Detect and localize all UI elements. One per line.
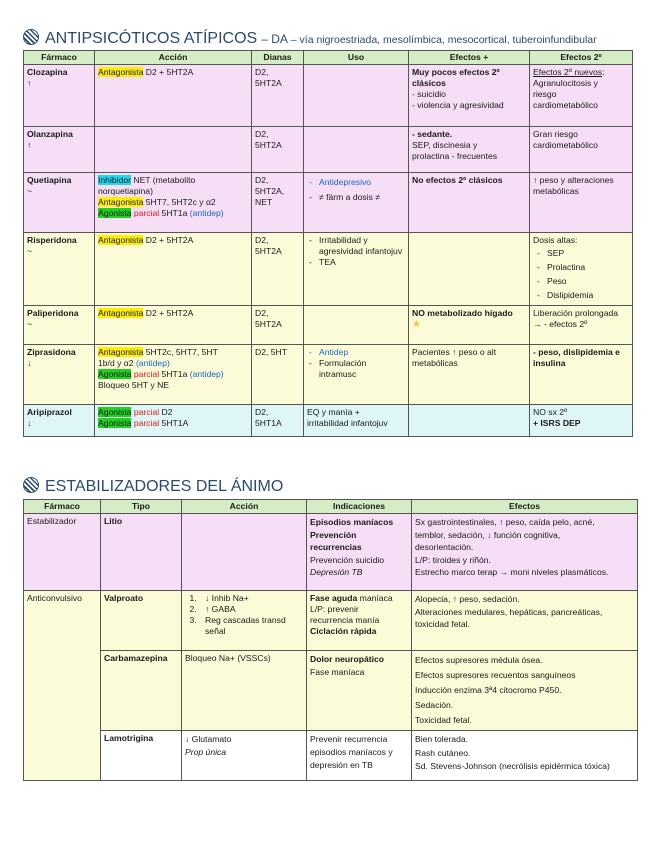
drug-name: Valproato <box>104 593 144 603</box>
efecto-pos: Pacientes ↑ peso o alt <box>412 347 497 357</box>
efecto: Efectos supresores médula ósea. <box>415 655 543 665</box>
table-row-clozapina <box>24 65 633 127</box>
efectos-pos-cell <box>409 345 530 405</box>
efectos-cell <box>412 591 638 651</box>
accion-text: 5HT1a <box>159 208 190 218</box>
efectos-sec-cell <box>530 127 633 173</box>
uso-item: - Antidep <box>307 347 405 358</box>
efecto-sec: Agranulocitosis y <box>533 78 598 88</box>
diana: D2, <box>255 308 269 318</box>
accion-text: D2 <box>159 407 173 417</box>
estabilizadores-table <box>23 499 638 781</box>
efecto-sec: Liberación prolongada <box>533 308 619 318</box>
accion-cell <box>182 514 307 591</box>
parcial-tag: parcial <box>133 208 160 218</box>
efecto: toxicidad fetal. <box>415 619 470 629</box>
trend-arrow: ↓ <box>27 418 32 428</box>
accion-item: 3. Reg cascadas transd señal <box>199 615 303 637</box>
uso-cell <box>304 173 409 233</box>
drug-name: Ziprasidona <box>27 347 76 357</box>
efectos-sec-cell <box>530 345 633 405</box>
accion-cell <box>182 731 307 781</box>
efecto: L/P: tiroides y riñón. <box>415 554 491 565</box>
trend-arrow: ~ <box>27 186 33 196</box>
uso-item: - ≠ färm a dosis ≠ <box>307 192 405 203</box>
uso-item: EQ y manía + <box>307 407 360 417</box>
efecto: Alteraciones medulares, hepáticas, pancreáticas, <box>415 606 603 617</box>
dianas-cell <box>252 173 304 233</box>
efecto-sec: - Prolactina <box>535 262 629 273</box>
header-dianas: Dianas <box>252 51 304 65</box>
efectos-sec-cell <box>530 405 633 437</box>
accion-cell <box>95 173 252 233</box>
section-title-antipsicoticos <box>23 27 597 48</box>
indicacion: Prevención <box>310 529 357 540</box>
farmaco-text: Anticonvulsivo <box>27 593 82 603</box>
table-row-quetiapina <box>24 173 633 233</box>
indicacion: maníaca <box>357 593 393 603</box>
efecto: Toxicidad fetal. <box>415 715 472 725</box>
header-indicaciones: Indicaciones <box>307 500 412 514</box>
diana: 5HT1A <box>255 418 282 428</box>
trend-arrow: ↓ <box>27 358 32 368</box>
efectos-pos-cell <box>409 306 530 345</box>
efecto-sec: insulina <box>533 358 566 368</box>
section-subtitle <box>261 32 596 46</box>
farmaco-cell <box>24 65 95 127</box>
accion-cell <box>182 591 307 651</box>
indicaciones-cell <box>307 731 412 781</box>
antipsicoticos-table <box>23 50 633 437</box>
efectos-cell <box>412 651 638 731</box>
indicacion: Dolor neuropático <box>310 654 385 664</box>
indicaciones-cell <box>307 651 412 731</box>
efecto-pos: No efectos 2º clásicos <box>412 175 503 185</box>
table-row-ziprasidona <box>24 345 633 405</box>
subtitle-prefix: – DA <box>261 32 288 46</box>
accion-text: D2 + 5HT2A <box>143 67 194 77</box>
agonista-tag: Agonista <box>98 369 132 379</box>
indicaciones-cell <box>307 514 412 591</box>
table-row-olanzapina <box>24 127 633 173</box>
efecto: Sd. Stevens-Johnson (necrólisis epidérmica tóxica) <box>415 761 610 771</box>
section-title-text: ESTABILIZADORES DEL ÁNIMO <box>45 478 284 495</box>
efecto-sec: → - efectos 2º <box>533 319 588 329</box>
dianas-cell <box>252 65 304 127</box>
efecto-pos: SEP, discinesia y <box>412 140 478 150</box>
table-row-paliperidona <box>24 306 633 345</box>
uso-cell <box>304 127 409 173</box>
antidep-tag: (antidep) <box>189 208 224 218</box>
section-title-text: ANTIPSICÓTICOS ATÍPICOS <box>45 30 258 47</box>
drug-name: Paliperidona <box>27 308 79 318</box>
accion-text: NET (metabolito <box>130 175 196 185</box>
efectos-cell <box>412 731 638 781</box>
uso-item: - Formulación intramusc <box>307 358 405 380</box>
efecto-sec: cardiometabólico <box>533 140 598 150</box>
efectos-sec-cell <box>530 173 633 233</box>
accion-cell <box>95 345 252 405</box>
accion-cell <box>95 65 252 127</box>
indicacion: Prevenir recurrencia <box>310 734 388 744</box>
dianas-cell <box>252 405 304 437</box>
efecto-sec: ↑ peso y alteraciones <box>533 175 614 185</box>
farmaco-cell <box>24 233 95 306</box>
efecto-sec: - SEP <box>535 248 629 259</box>
diana: D2, 5HT <box>255 347 287 357</box>
header-uso: Uso <box>304 51 409 65</box>
efecto: Inducción enzima 3ª4 citocromo P450. <box>415 685 562 695</box>
efecto-sec: metabólicas <box>533 186 579 196</box>
indicacion: depresión en TB <box>310 760 373 770</box>
efecto-pos: NO metabolizado hígado <box>412 308 513 318</box>
accion-text: Bloqueo 5HT y NE <box>98 380 170 390</box>
efecto-pos: - violencia y agresividad <box>412 100 504 110</box>
efecto-pos: Muy pocos efectos 2º <box>412 67 500 77</box>
accion-item: 1. ↓ Inhib Na+ <box>199 593 303 604</box>
efecto: Sedación. <box>415 700 454 710</box>
diana: D2, <box>255 235 269 245</box>
header-tipo: Tipo <box>101 500 182 514</box>
efecto-sec: - Peso <box>535 276 629 287</box>
table-row-valproato <box>24 591 638 651</box>
tipo-cell <box>101 514 182 591</box>
antidep-tag: (antidep) <box>135 358 170 368</box>
diana: D2, <box>255 407 269 417</box>
efecto: temblor, sedación, ↓ función cognitiva, <box>415 529 561 540</box>
indicacion: recurrencia manía <box>310 615 380 625</box>
uso-cell <box>304 306 409 345</box>
drug-name: Clozapina <box>27 67 68 77</box>
indicaciones-cell <box>307 591 412 651</box>
accion-cell <box>95 233 252 306</box>
efecto-sec: - peso, dislipidemia e <box>533 347 620 357</box>
uso-item: irritabilidad infantojuv <box>307 418 388 428</box>
uso-item: - Antidepresivo <box>307 177 405 188</box>
antagonista-tag: Antagonista <box>98 347 144 357</box>
efectos-pos-cell <box>409 405 530 437</box>
subtitle-text: – vía nigroestriada, mesolímbica, mesocortical, tuberoinfundibular <box>290 34 597 46</box>
diana: D2, <box>255 67 269 77</box>
indicacion: Depresión TB <box>310 567 363 577</box>
efecto: Efectos supresores recuentos sanguíneos <box>415 670 576 680</box>
efectos-sec-cell <box>530 306 633 345</box>
efecto-pos: clásicos <box>412 78 446 88</box>
header-efectos: Efectos <box>412 500 638 514</box>
accion-cell <box>95 405 252 437</box>
diana: 5HT2A <box>255 78 282 88</box>
table-row-aripiprazol <box>24 405 633 437</box>
accion-text: norquetiapina) <box>98 186 153 196</box>
accion-item: Prop única <box>185 747 227 757</box>
table-header-row <box>24 51 633 65</box>
diana: 5HT2A <box>255 140 282 150</box>
diana: 5HT2A <box>255 246 282 256</box>
efecto-sec: NO sx 2º <box>533 407 568 417</box>
uso-cell <box>304 405 409 437</box>
efectos-pos-cell <box>409 233 530 306</box>
accion-item: ↓ Glutamato <box>185 734 232 744</box>
tipo-cell <box>101 651 182 731</box>
diana: D2, <box>255 129 269 139</box>
header-accion: Acción <box>95 51 252 65</box>
farmaco-cell <box>24 591 101 781</box>
uso-item: - Irritabilidad y agresividad infantojuv <box>307 235 405 257</box>
striped-circle-icon <box>23 29 39 45</box>
drug-name: Litio <box>104 516 123 526</box>
efecto-pos: - sedante. <box>412 129 453 139</box>
efecto-pos: prolactina - frecuentes <box>412 151 498 161</box>
efectos-cell <box>412 514 638 591</box>
indicacion: episodios maníacos y <box>310 747 393 757</box>
drug-name: Olanzapina <box>27 129 73 139</box>
uso-cell <box>304 65 409 127</box>
efectos-pos-cell <box>409 65 530 127</box>
accion-text: 1b/d y α2 <box>98 358 136 368</box>
efecto-sec: Gran riesgo <box>533 129 578 139</box>
farmaco-cell <box>24 345 95 405</box>
efecto: Bien tolerada. <box>415 734 469 744</box>
efectos-sec-cell <box>530 233 633 306</box>
dianas-cell <box>252 345 304 405</box>
inhibidor-tag: Inhibidor <box>98 175 131 185</box>
efecto: Rash cutáneo. <box>415 747 471 758</box>
accion-text: D2 + 5HT2A <box>143 308 194 318</box>
agonista-tag: Agonista <box>98 418 132 428</box>
indicacion: Fase aguda <box>310 593 358 603</box>
dianas-cell <box>252 127 304 173</box>
antagonista-tag: Antagonista <box>98 197 144 207</box>
efecto: Alopecia, ↑ peso, sedación. <box>415 594 520 604</box>
efectos-pos-cell <box>409 127 530 173</box>
table-header-row <box>24 500 638 514</box>
indicacion: Fase maníaca <box>310 666 365 677</box>
farmaco-text: Estabilizador <box>27 516 77 526</box>
efecto-sec: riesgo <box>533 89 557 99</box>
efectos-sec-cell: Efectos 2º nuevos: Agranulocitosis y riesgo cardiometabólico <box>530 65 633 127</box>
parcial-tag: parcial <box>133 407 160 417</box>
star-icon: ★ <box>412 319 421 330</box>
parcial-tag: parcial <box>133 418 160 428</box>
drug-name: Aripiprazol <box>27 407 72 417</box>
antidep-tag: (antidep) <box>189 369 224 379</box>
uso-cell <box>304 233 409 306</box>
efecto-pos: - suicidio <box>412 89 446 99</box>
parcial-tag: parcial <box>133 369 160 379</box>
accion-text: D2 + 5HT2A <box>143 235 194 245</box>
accion-item: 2. ↑ GABA <box>199 604 303 615</box>
striped-circle-icon <box>23 477 39 493</box>
indicacion: Episodios maníacos <box>310 517 394 527</box>
table-row-lamotrigina <box>24 731 638 781</box>
agonista-tag: Agonista <box>98 407 132 417</box>
antagonista-tag: Antagonista <box>98 67 144 77</box>
farmaco-cell <box>24 405 95 437</box>
antagonista-tag: Antagonista <box>98 235 144 245</box>
tipo-cell <box>101 731 182 781</box>
dianas-cell <box>252 306 304 345</box>
farmaco-cell <box>24 127 95 173</box>
efecto-pos: metabólicas <box>412 358 458 368</box>
table-row-carbamazepina <box>24 651 638 731</box>
header-efectos-sec: Efectos 2º <box>530 51 633 65</box>
header-farmaco: Fármaco <box>24 51 95 65</box>
diana: D2, <box>255 175 269 185</box>
diana: 5HT2A, <box>255 186 285 196</box>
indicacion: Ciclación rápida <box>310 626 377 636</box>
efecto-sec-title: Efectos 2º nuevos <box>533 67 603 77</box>
efecto-sec-title: Dosis altas: <box>533 235 578 245</box>
efectos-pos-cell <box>409 173 530 233</box>
farmaco-cell <box>24 306 95 345</box>
efecto-sec: - Dislipidemia <box>535 290 629 301</box>
efecto: desorientación. <box>415 542 474 552</box>
uso-item: - TEA <box>307 257 405 268</box>
trend-arrow: ↑ <box>27 78 32 88</box>
diana: NET <box>255 197 273 207</box>
farmaco-cell <box>24 173 95 233</box>
tipo-cell <box>101 591 182 651</box>
accion-text: 5HT1A <box>159 418 189 428</box>
header-farmaco: Fármaco <box>24 500 101 514</box>
drug-name: Risperidona <box>27 235 77 245</box>
accion-cell <box>95 127 252 173</box>
dianas-cell <box>252 233 304 306</box>
table-row-litio <box>24 514 638 591</box>
drug-name: Carbamazepina <box>104 653 168 663</box>
table-row-risperidona <box>24 233 633 306</box>
efecto-sec: cardiometabólico <box>533 100 598 110</box>
drug-name: Lamotrigina <box>104 733 154 743</box>
accion-text: 5HT1a <box>159 369 190 379</box>
diana: 5HT2A <box>255 319 282 329</box>
indicacion: Prevención suicidio <box>310 554 385 565</box>
indicacion: recurrencias <box>310 542 362 552</box>
drug-name: Quetiapina <box>27 175 72 185</box>
accion-cell <box>182 651 307 731</box>
agonista-tag: Agonista <box>98 208 132 218</box>
efecto: Sx gastrointestinales, ↑ peso, caída pelo, acné, <box>415 517 595 527</box>
section-title-estabilizadores <box>23 475 283 496</box>
uso-cell <box>304 345 409 405</box>
accion-item: Bloqueo Na+ (VSSCs) <box>185 653 271 663</box>
antagonista-tag: Antagonista <box>98 308 144 318</box>
trend-arrow: ~ <box>27 319 33 329</box>
trend-arrow: ↑ <box>27 140 32 150</box>
header-efectos-pos: Efectos + <box>409 51 530 65</box>
accion-cell <box>95 306 252 345</box>
indicacion: L/P: prevenir <box>310 604 359 614</box>
accion-text: 5HT7, 5HT2c y α2 <box>143 197 216 207</box>
farmaco-cell <box>24 514 101 591</box>
efecto: Estrecho marco terap → moni niveles plasmáticos. <box>415 567 609 577</box>
accion-text: 5HT2c, 5HT7, 5HT <box>143 347 218 357</box>
header-accion: Acción <box>182 500 307 514</box>
efecto-sec: + ISRS DEP <box>533 418 581 428</box>
trend-arrow: ~ <box>27 246 33 256</box>
